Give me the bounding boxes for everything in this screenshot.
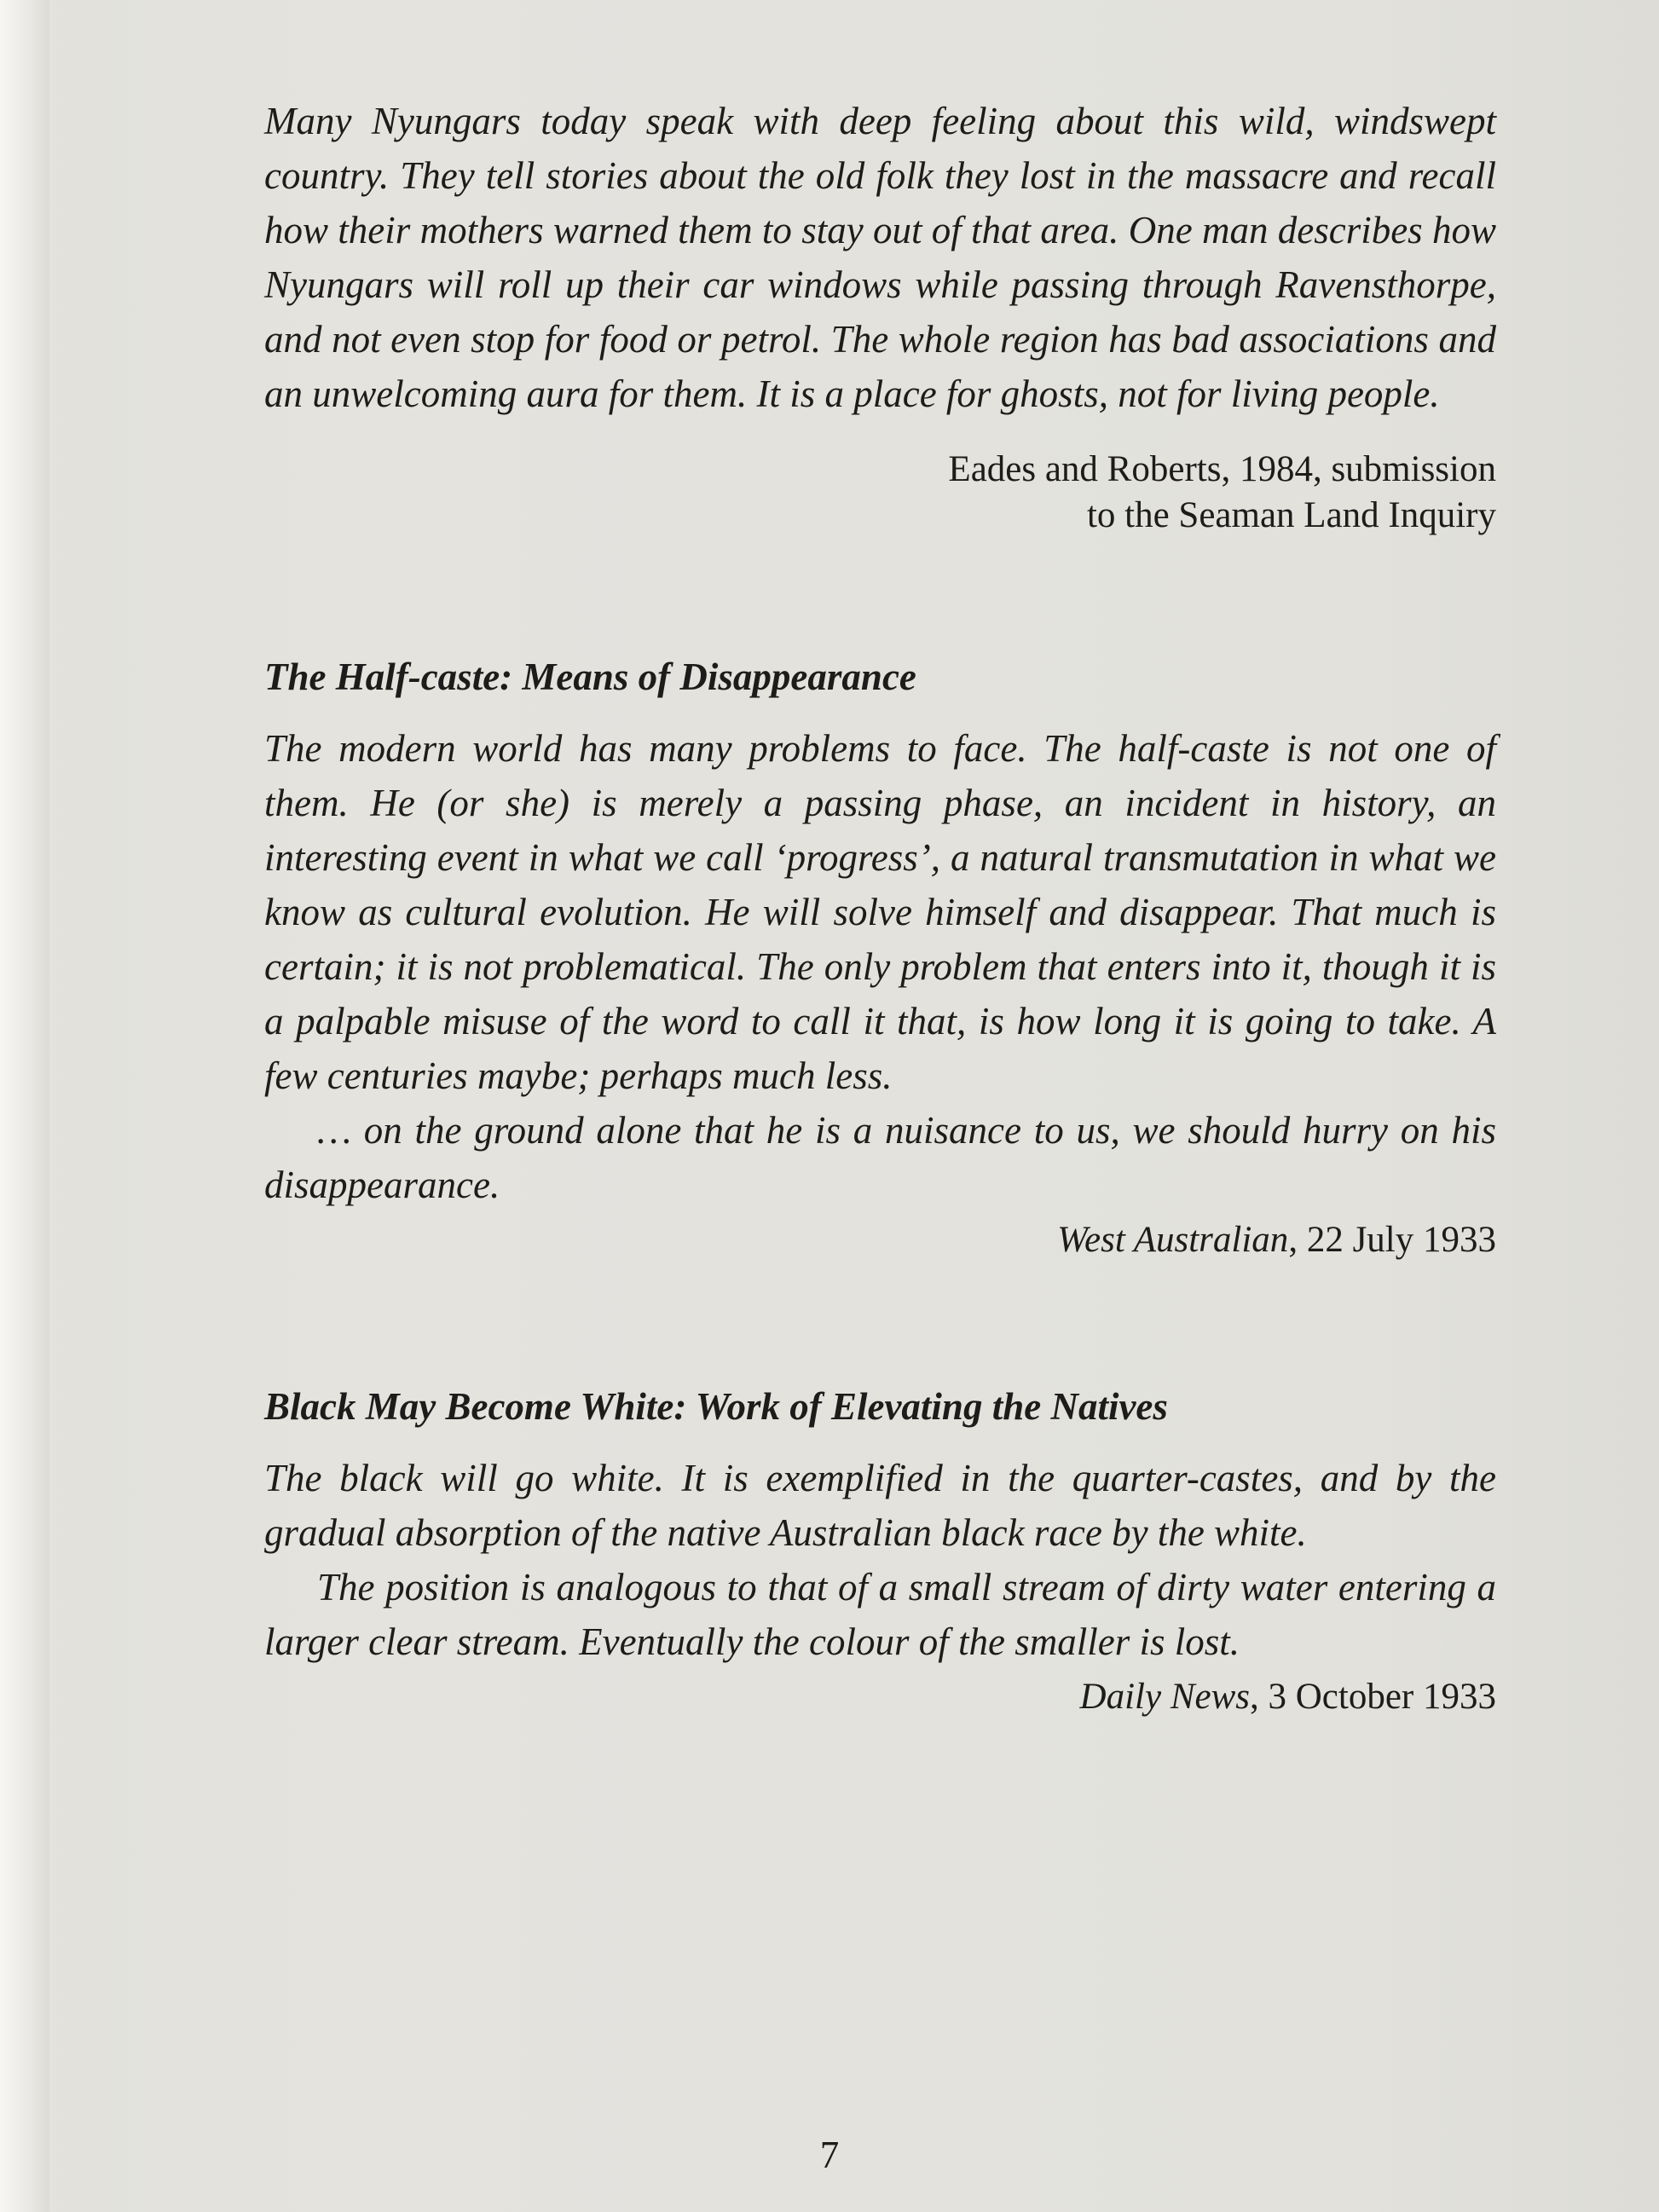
page-edge [0, 0, 49, 2212]
quote-attribution [264, 1217, 1496, 1263]
quote-body [264, 1451, 1496, 1669]
quote-body [264, 94, 1496, 421]
quote-half-caste [264, 651, 1496, 1263]
quote-heading: Black May Become White: Work of Elevating the Natives [264, 1385, 1168, 1428]
quote-attribution [264, 1674, 1496, 1720]
quote-paragraph: The position is analogous to that of a small stream of dirty water entering a larger clear stream. Eventually the colour of the smaller is lost. [264, 1566, 1496, 1663]
attribution-date: , 22 July 1933 [1288, 1220, 1496, 1260]
quote-attribution [264, 447, 1496, 539]
attribution-source: West Australian [1057, 1220, 1289, 1260]
attribution-line: to the Seaman Land Inquiry [1086, 495, 1496, 535]
page-content [264, 94, 1496, 1720]
quote-black-may-become-white [264, 1381, 1496, 1720]
page-number: 7 [819, 2134, 840, 2176]
quote-paragraph: The modern world has many problems to face. The half-caste is not one of them. He (or she) is merely a passing phase, an incident in history, an interesting event in what we call ‘progress’, a natural transmutation in what we know as cultural evolution. He will solve himself and disappear. That much is certain; it is not problematical. The only problem that enters into it, though it is a palpable misuse of the word to call it that, is how long it is going to take. A few centuries maybe; perhaps much less. [264, 727, 1496, 1097]
quote-heading: The Half-caste: Means of Disappearance [264, 656, 916, 698]
quote-paragraph: Many Nyungars today speak with deep feeling about this wild, windswept country. They tell stories about the old folk they lost in the massacre and recall how their mothers warned them to stay out of that area. One man describes how Nyungars will roll up their car windows while passing through Ravensthorpe, and not even stop for food or petrol. The whole region has bad associations and an unwelcoming aura for them. It is a place for ghosts, not for living people. [264, 100, 1496, 415]
attribution-date: , 3 October 1933 [1250, 1677, 1496, 1717]
attribution-source: Daily News [1079, 1677, 1250, 1717]
quote-eades-roberts [264, 94, 1496, 539]
quote-paragraph: The black will go white. It is exemplified in the quarter-castes, and by the gradual absorption of the native Australian black race by the white. [264, 1457, 1496, 1554]
quote-paragraph: … on the ground alone that he is a nuisance to us, we should hurry on his disappearance. [264, 1109, 1496, 1206]
quote-body [264, 721, 1496, 1212]
attribution-line: Eades and Roberts, 1984, submission [948, 449, 1496, 489]
